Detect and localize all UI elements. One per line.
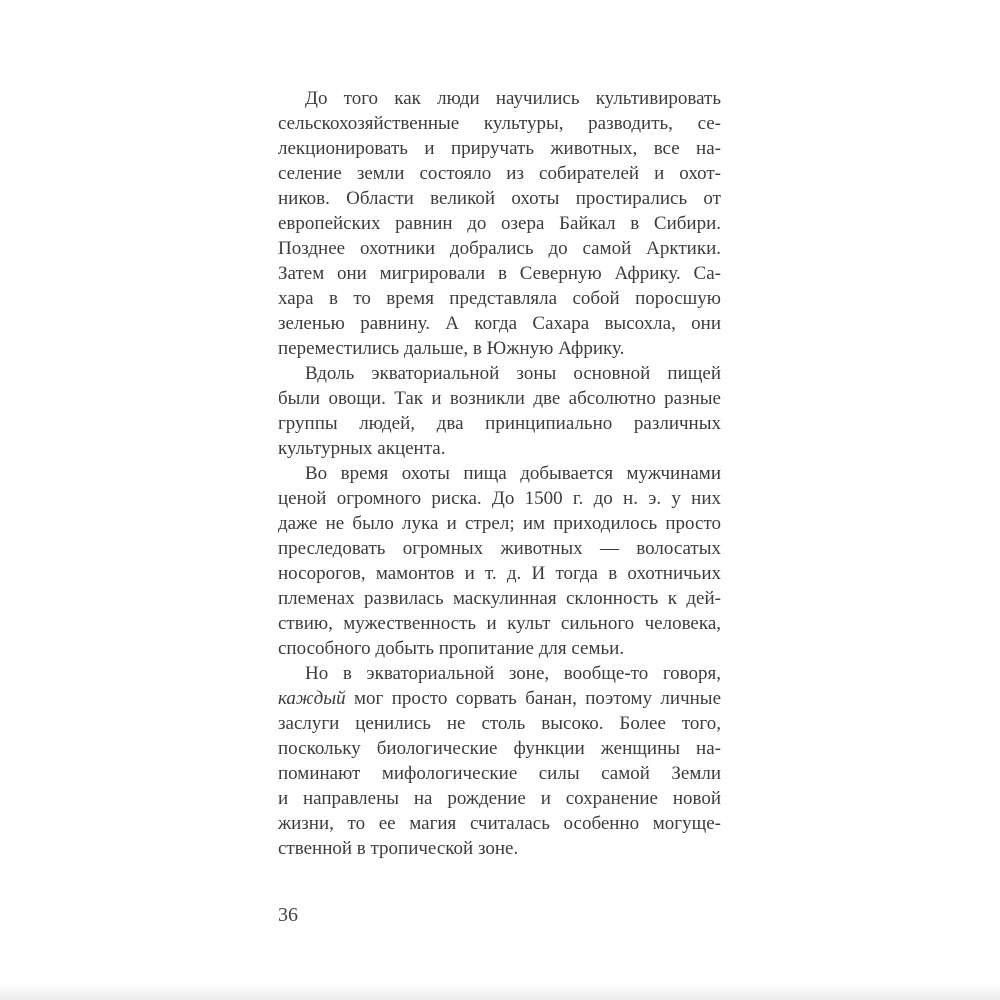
text-line: зеленью равнину. А когда Сахара высохла, они [278, 313, 721, 334]
text-line: Вдоль экваториальной зоны основной пищей [305, 363, 721, 384]
text-line: селение земли состояло из собирателей и охот- [278, 163, 721, 184]
text-line: ствию, мужественность и культ сильного человека, [278, 613, 721, 634]
text-line: поскольку биологические функции женщины на- [278, 738, 721, 759]
text-line: жизни, то ее магия считалась особенно могуще- [278, 813, 721, 834]
text-block [278, 86, 721, 861]
text-line: ников. Области великой охоты простирались от [278, 188, 721, 209]
text-line: каждый мог просто сорвать банан, поэтому личные [278, 688, 721, 709]
text-line: европейских равнин до озера Байкал в Сибири. [278, 213, 721, 234]
text-line: ценой огромного риска. До 1500 г. до н. э. у них [278, 488, 721, 509]
paragraph [278, 361, 721, 461]
text-line: заслуги ценились не столь высоко. Более того, [278, 713, 721, 734]
text-line: До того как люди научились культивировать [305, 88, 721, 109]
text-line: племенах развилась маскулинная склонность к дей- [278, 588, 721, 609]
paragraph [278, 461, 721, 661]
text-line: ственной в тропической зоне. [278, 838, 519, 859]
text-line: Но в экваториальной зоне, вообще-то говоря, [305, 663, 721, 684]
paragraph [278, 661, 721, 861]
text-line: сельскохозяйственные культуры, разводить, се- [278, 113, 721, 134]
page-number: 36 [278, 904, 298, 926]
text-line: культурных акцента. [278, 438, 446, 459]
text-line: Позднее охотники добрались до самой Арктики. [278, 238, 721, 259]
text-line: лекционировать и приручать животных, все на- [278, 138, 721, 159]
paragraph [278, 86, 721, 361]
text-line: носорогов, мамонтов и т. д. И тогда в охотничьих [278, 563, 721, 584]
text-line: переместились дальше, в Южную Африку. [278, 338, 625, 359]
text-line: даже не было лука и стрел; им приходилось просто [278, 513, 721, 534]
page-edge-shadow [0, 984, 1000, 1000]
text-line: группы людей, два принципиально различных [278, 413, 721, 434]
text-line: были овощи. Так и возникли две абсолютно разные [278, 388, 721, 409]
text-line: Во время охоты пища добывается мужчинами [305, 463, 721, 484]
text-line: и направлены на рождение и сохранение новой [278, 788, 721, 809]
text-line: поминают мифологические силы самой Земли [278, 763, 721, 784]
text-line: хара в то время представляла собой поросшую [278, 288, 721, 309]
text-line: Затем они мигрировали в Северную Африку. Са- [278, 263, 721, 284]
text-line: способного добыть пропитание для семьи. [278, 638, 625, 659]
text-line: преследовать огромных животных — волосатых [278, 538, 721, 559]
